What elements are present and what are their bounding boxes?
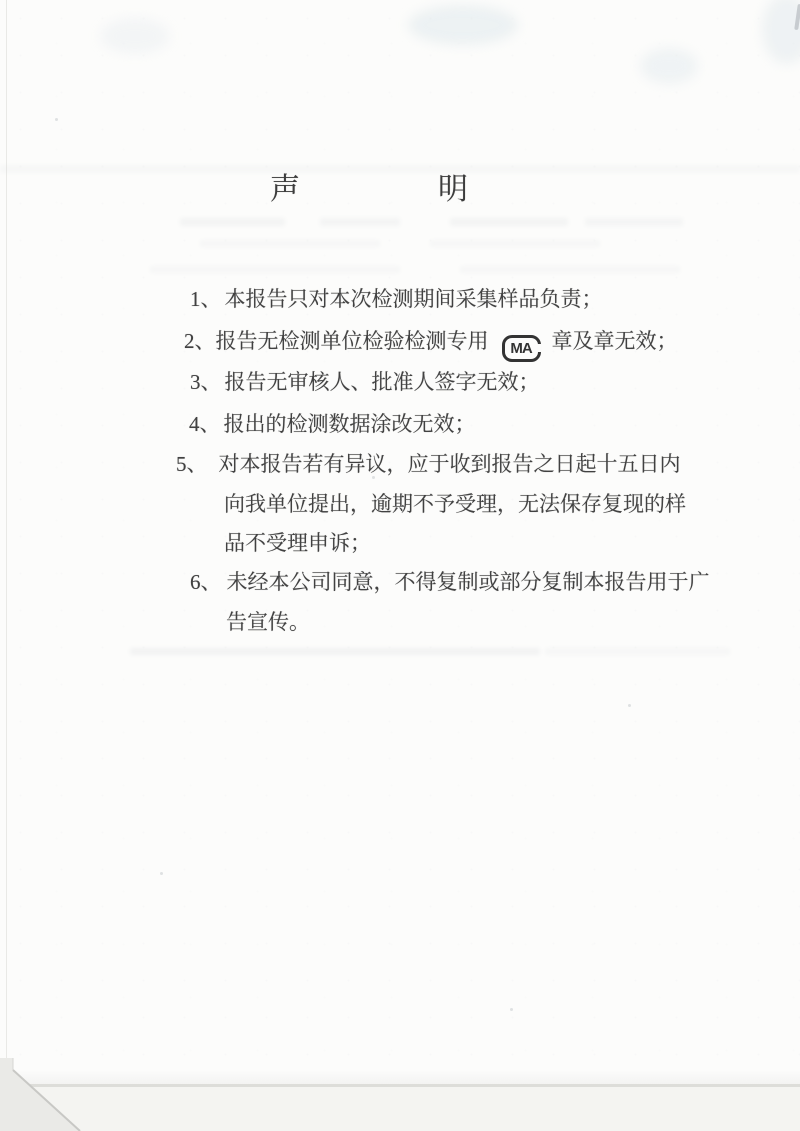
- scan-smudge: [640, 48, 698, 84]
- bleed-through-artifact: [460, 266, 680, 273]
- document-title: [270, 172, 468, 208]
- item-text: 品不受理申诉；: [224, 531, 371, 555]
- scan-smudge: [408, 5, 518, 45]
- bleed-through-artifact: [320, 218, 400, 226]
- statement-item-6-line-1: [190, 567, 710, 597]
- item-text: 报出的检测数据涂改无效；: [223, 412, 476, 436]
- item-number: 2、: [184, 329, 216, 353]
- item-text: 报告无审核人、批准人签字无效；: [224, 370, 540, 394]
- paper-edge-shadow: [0, 1070, 800, 1084]
- item-number: 6、: [190, 570, 222, 594]
- statement-item-2: [184, 326, 678, 362]
- item-number: 4、: [189, 412, 221, 436]
- statement-item-3: [190, 367, 540, 397]
- item-number: 3、: [190, 370, 222, 394]
- item-text-after-badge: 章及章无效；: [551, 329, 678, 353]
- bleed-through-artifact: [130, 648, 540, 655]
- title-char-sheng: 声: [270, 173, 300, 206]
- speck: [510, 1008, 513, 1011]
- statement-item-5-line-2: [224, 489, 686, 519]
- bleed-through-artifact: [450, 218, 568, 226]
- speck: [628, 704, 631, 707]
- bleed-through-artifact: [430, 240, 600, 247]
- statement-item-5-line-1: [176, 449, 681, 479]
- bleed-through-artifact: [150, 266, 400, 273]
- statement-item-6-line-2: [226, 607, 310, 637]
- cma-mark-notch: [537, 344, 542, 352]
- item-text: 未经本公司同意，不得复制或部分复制本报告用于广: [226, 570, 710, 594]
- statement-item-4: [189, 409, 476, 439]
- paper-corner-fold: [0, 1058, 85, 1131]
- speck: [160, 872, 163, 875]
- item-text: 对本报告若有异议，应于收到报告之日起十五日内: [218, 452, 681, 476]
- title-char-ming: 明: [438, 173, 468, 206]
- item-text: 本报告只对本次检测期间采集样品负责；: [224, 287, 603, 311]
- item-text: 告宣传。: [226, 610, 310, 634]
- bleed-through-artifact: [200, 240, 380, 247]
- scanner-background-strip: [0, 1087, 800, 1131]
- item-text: 向我单位提出，逾期不予受理，无法保存复现的样: [224, 492, 686, 516]
- cma-mark-icon: [502, 335, 541, 362]
- scan-smudge: [100, 18, 170, 54]
- item-text-before-badge: 报告无检测单位检验检测专用: [215, 329, 489, 353]
- bleed-through-artifact: [545, 648, 730, 655]
- statement-item-1: [190, 284, 603, 314]
- bleed-through-artifact: [180, 218, 285, 226]
- statement-item-5-line-3: [224, 528, 371, 558]
- paper-edge-line-left: [6, 0, 7, 1076]
- item-number: 1、: [190, 287, 222, 311]
- cma-mark-label: MA: [510, 340, 532, 357]
- scan-smudge: [762, 0, 800, 64]
- item-number: 5、: [176, 452, 208, 476]
- speck: [55, 118, 58, 121]
- bleed-through-artifact: [585, 218, 683, 226]
